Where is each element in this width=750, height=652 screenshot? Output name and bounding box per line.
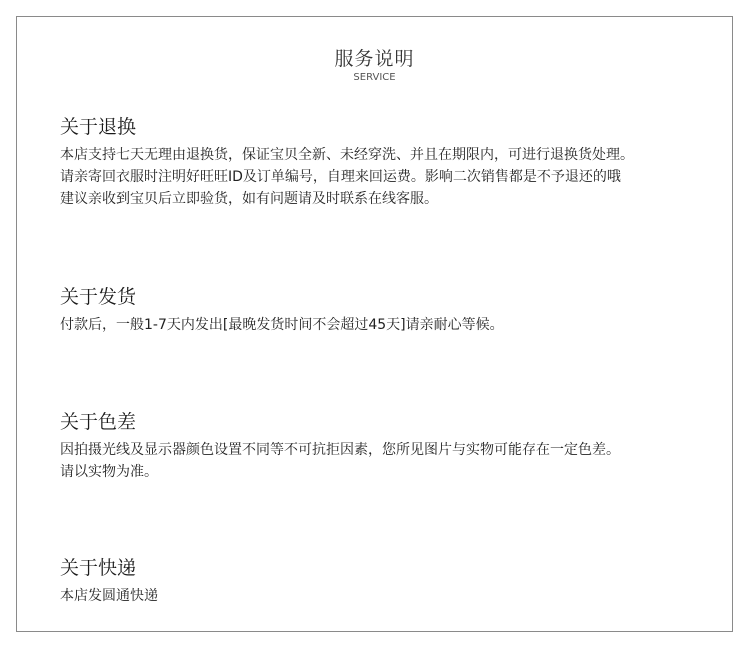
section-color-difference: [60, 409, 720, 483]
page-subtitle: SERVICE: [353, 72, 396, 83]
section-title-returns: 关于退换: [60, 116, 137, 138]
section-body-returns: 本店支持七天无理由退换货，保证宝贝全新、未经穿洗、并且在期限内，可进行退换货处理。 请亲寄回衣服时注明好旺旺ID及订单编号，自理来回运费。影响二次销售都是不予退还的哦 建议亲收到宝贝后立即验货，如有问题请及时联系在线客服。: [60, 147, 634, 207]
service-header: [17, 47, 732, 84]
section-courier: [60, 555, 720, 607]
section-title-color-difference: 关于色差: [60, 411, 137, 433]
section-body-shipping: 付款后，一般1-7天内发出[最晚发货时间不会超过45天]请亲耐心等候。: [60, 317, 504, 333]
service-info-panel: [16, 16, 733, 632]
section-title-courier: 关于快递: [60, 557, 137, 579]
page-title: 服务说明: [334, 48, 415, 70]
section-body-courier: 本店发圆通快递: [60, 588, 158, 604]
section-returns: [60, 114, 720, 210]
section-body-color-difference: 因拍摄光线及显示器颜色设置不同等不可抗拒因素，您所见图片与实物可能存在一定色差。 请以实物为准。: [60, 442, 620, 480]
section-shipping: [60, 284, 720, 336]
section-title-shipping: 关于发货: [60, 286, 137, 308]
